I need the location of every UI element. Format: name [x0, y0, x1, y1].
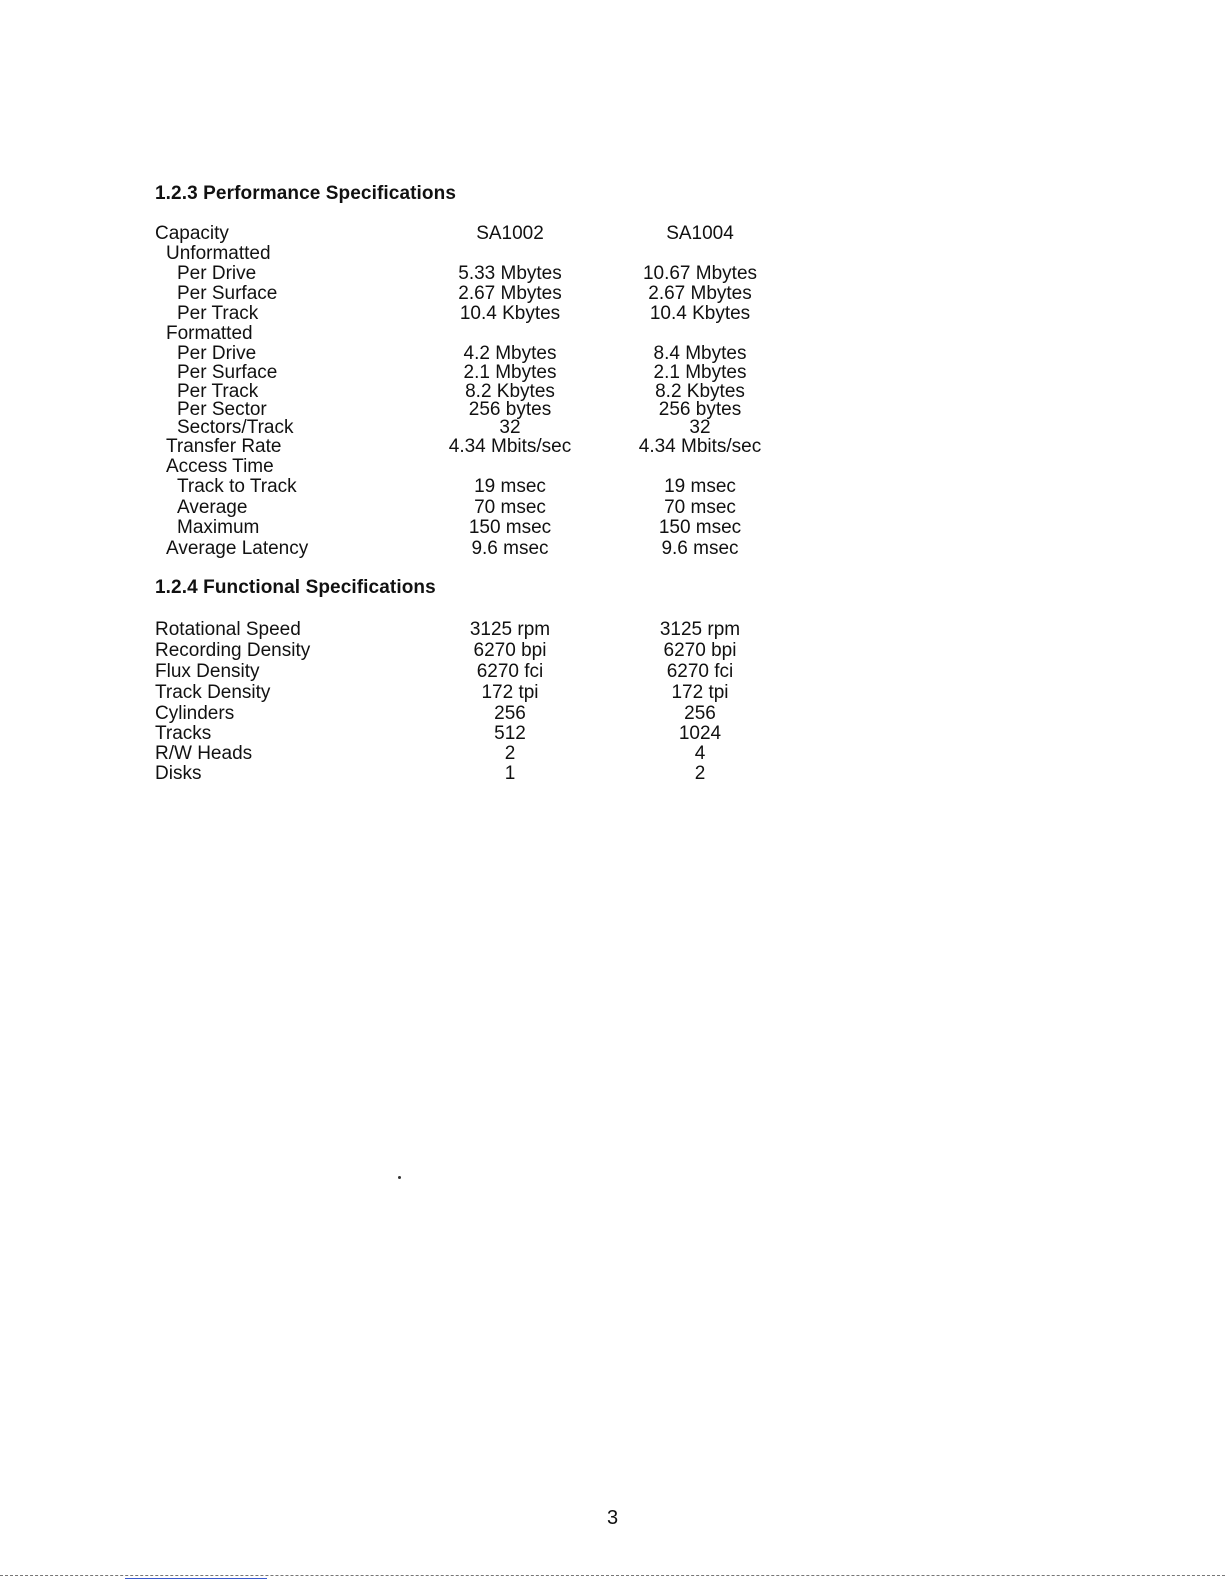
sa1002-value: 2.67 Mbytes [458, 283, 562, 304]
spec-row [155, 382, 855, 400]
sa1004-value: 8.4 Mbytes [653, 343, 747, 364]
sa1002-value: 10.4 Kbytes [459, 303, 561, 324]
spec-label: Per Track [177, 381, 259, 402]
functional-rows [155, 620, 855, 784]
spec-row [155, 683, 855, 704]
spec-row [155, 437, 855, 457]
sa1004-value: 256 bytes [658, 399, 742, 420]
spec-label: Flux Density [155, 661, 260, 682]
sa1004-value: 172 tpi [671, 682, 729, 703]
bottom-blue-rule [125, 1578, 267, 1579]
spec-label: Average Latency [166, 538, 309, 559]
spec-label: Per Sector [177, 399, 267, 420]
sa1002-value: 172 tpi [481, 682, 539, 703]
spec-label: Tracks [155, 723, 212, 744]
sa1002-value: 70 msec [474, 497, 546, 518]
capacity-label: Capacity [155, 223, 229, 244]
sa1004-value: 8.2 Kbytes [655, 381, 745, 402]
spec-row [155, 344, 855, 363]
sa1002-value: 4.34 Mbits/sec [448, 436, 572, 457]
sa1002-value: 2 [504, 743, 516, 764]
spec-label: Per Track [177, 303, 259, 324]
spec-row [155, 477, 855, 498]
spec-label: Track to Track [177, 476, 297, 497]
spec-row [155, 724, 855, 744]
sa1002-value: 2.1 Mbytes [463, 362, 557, 383]
spec-label: Rotational Speed [155, 619, 301, 640]
spec-label: Transfer Rate [166, 436, 282, 457]
sa1002-value: 6270 fci [476, 661, 544, 682]
spec-row [155, 764, 855, 784]
sa1004-value: 9.6 msec [661, 538, 739, 559]
spec-row [155, 662, 855, 683]
sa1002-value: 512 [494, 723, 526, 744]
spec-row [155, 400, 855, 418]
sa1004-value: 70 msec [664, 497, 736, 518]
sa1002-value: 4.2 Mbytes [463, 343, 557, 364]
sa1004-value: 3125 rpm [659, 619, 741, 640]
spec-row [155, 539, 855, 559]
sa1002-value: 256 [494, 703, 526, 724]
spec-row [155, 457, 855, 477]
performance-table [155, 224, 855, 559]
spec-label: Access Time [166, 456, 274, 477]
sa1002-value: 32 [499, 417, 521, 438]
performance-heading: 1.2.3 Performance Specifications [155, 183, 456, 204]
sa1004-column-header: SA1004 [666, 223, 734, 244]
sa1002-value: 9.6 msec [471, 538, 549, 559]
page-number: 3 [606, 1507, 619, 1529]
sa1004-value: 256 [684, 703, 716, 724]
spec-row [155, 324, 855, 344]
bottom-dashed-rule [0, 1575, 1225, 1576]
sa1004-value: 4 [694, 743, 706, 764]
sa1004-value: 2.1 Mbytes [653, 362, 747, 383]
sa1002-value: 3125 rpm [469, 619, 551, 640]
spec-label: Sectors/Track [177, 417, 294, 438]
sa1004-value: 4.34 Mbits/sec [638, 436, 762, 457]
sa1002-value: 19 msec [474, 476, 546, 497]
spec-label: Disks [155, 763, 202, 784]
sa1004-value: 19 msec [664, 476, 736, 497]
sa1004-value: 6270 bpi [663, 640, 737, 661]
sa1004-value: 2.67 Mbytes [648, 283, 752, 304]
sa1004-value: 32 [689, 417, 711, 438]
spec-label: Maximum [177, 517, 260, 538]
sa1004-value: 6270 fci [666, 661, 734, 682]
functional-heading: 1.2.4 Functional Specifications [155, 577, 436, 598]
spec-row [155, 704, 855, 724]
spec-row [155, 498, 855, 518]
sa1004-value: 10.67 Mbytes [642, 263, 758, 284]
sa1002-value: 6270 bpi [473, 640, 547, 661]
spec-row [155, 304, 855, 324]
spec-label: Average [177, 497, 248, 518]
spec-row [155, 418, 855, 437]
sa1004-value: 1024 [678, 723, 722, 744]
spec-label: R/W Heads [155, 743, 253, 764]
scan-speck [398, 1176, 401, 1179]
spec-label: Unformatted [166, 243, 271, 264]
spec-row [155, 744, 855, 764]
functional-table [155, 620, 855, 784]
spec-row [155, 244, 855, 264]
spec-label: Per Drive [177, 343, 257, 364]
spec-label: Formatted [166, 323, 253, 344]
spec-label: Per Surface [177, 283, 278, 304]
spec-label: Recording Density [155, 640, 311, 661]
sa1004-value: 10.4 Kbytes [649, 303, 751, 324]
sa1004-value: 2 [694, 763, 706, 784]
spec-label: Per Drive [177, 263, 257, 284]
sa1002-value: 256 bytes [468, 399, 552, 420]
sa1002-value: 8.2 Kbytes [465, 381, 555, 402]
spec-row [155, 264, 855, 284]
sa1002-value: 150 msec [468, 517, 552, 538]
spec-row [155, 641, 855, 662]
capacity-header-row [155, 224, 855, 244]
sa1002-value: 5.33 Mbytes [458, 263, 562, 284]
spec-row [155, 518, 855, 539]
spec-label: Per Surface [177, 362, 278, 383]
spec-row [155, 363, 855, 382]
spec-label: Cylinders [155, 703, 235, 724]
sa1002-value: 1 [504, 763, 516, 784]
spec-label: Track Density [155, 682, 271, 703]
spec-row [155, 284, 855, 304]
performance-rows [155, 244, 855, 559]
spec-row [155, 620, 855, 641]
sa1002-column-header: SA1002 [476, 223, 544, 244]
sa1004-value: 150 msec [658, 517, 742, 538]
